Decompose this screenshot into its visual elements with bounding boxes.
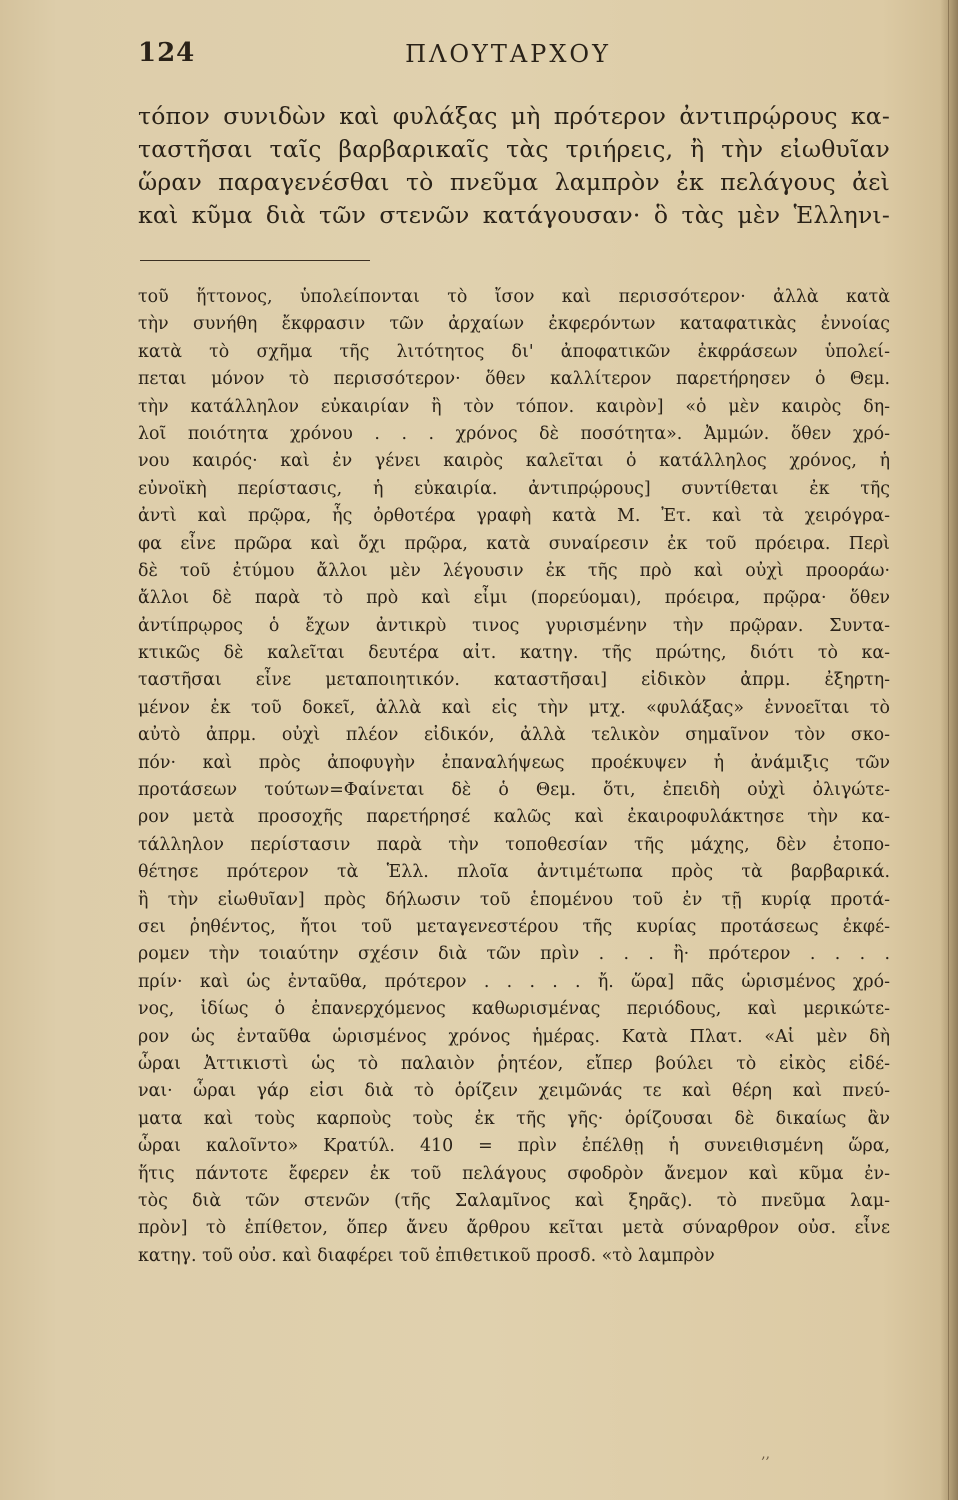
page-number: 124 (138, 38, 196, 68)
running-title: ΠΛΟΥΤΑΡΧΟΥ (405, 40, 611, 68)
note-line: λοῖ ποιότητα χρόνου . . . χρόνος δὲ ποσότητα». Ἀμμών. ὅθεν χρό- (138, 423, 890, 444)
note-line: ρον ὡς ἐνταῦθα ὡρισμένος χρόνος ἡμέρας. Κατὰ Πλατ. «Αἱ μὲν δὴ (138, 1026, 890, 1047)
bottom-mark: ‚‚ (761, 1446, 770, 1462)
note-line: κτικῶς δὲ καλεῖται δευτέρα αἰτ. κατηγ. τῆς πρώτης, διότι τὸ κα- (138, 643, 890, 664)
note-line: τὴν συνήθη ἔκφρασιν τῶν ἀρχαίων ἐκφερόντων καταφατικὰς ἐννοίας (138, 314, 890, 335)
note-line: ὧραι Ἀττικιστὶ ὡς τὸ παλαιὸν ῥητέον, εἴπερ βούλει τὸ εἰκὸς εἰδέ- (138, 1053, 890, 1074)
note-line: πεται μόνον τὸ περισσότερον· ὅθεν καλλίτερον παρετήρησεν ὁ Θεμ. (138, 369, 890, 390)
note-line: ἀντίπρῳρος ὁ ἔχων ἀντικρὺ τινος γυρισμένην τὴν πρῷραν. Συντα- (138, 615, 890, 636)
note-line: δὲ τοῦ ἐτύμου ἄλλοι μὲν λέγουσιν ἐκ τῆς πρὸ καὶ οὐχὶ προοράω· (138, 560, 890, 581)
note-line: πόν· καὶ πρὸς ἀποφυγὴν ἐπαναλήψεως προέκυψεν ἡ ἀνάμιξις τῶν (138, 752, 890, 773)
note-line: σει ῥηθέντος, ἤτοι τοῦ μεταγενεστέρου τῆς κυρίας προτάσεως ἐκφέ- (138, 916, 890, 937)
note-line: νος, ἰδίως ὁ ἐπανερχόμενος καθωρισμένας περιόδους, καὶ μερικώτε- (138, 999, 890, 1020)
note-line: πρὸν] τὸ ἐπίθετον, ὅπερ ἄνευ ἄρθρου κεῖται μετὰ σύναρθρον οὐσ. εἶνε (138, 1218, 890, 1239)
note-line: αὐτὸ ἀπρμ. οὐχὶ πλέον εἰδικόν, ἀλλὰ τελικὸν σημαῖνον τὸν σκο- (138, 725, 890, 746)
main-text-block (138, 100, 890, 232)
note-line: φα εἶνε πρῶρα καὶ ὄχι πρῷρα, κατὰ συναίρεσιν ἐκ τοῦ πρόειρα. Περὶ (138, 533, 890, 554)
note-line: ναι· ὧραι γάρ εἰσι διὰ τὸ ὁρίζειν χειμῶνάς τε καὶ θέρη καὶ πνεύ- (138, 1081, 890, 1102)
note-line: τάλληλον περίστασιν παρὰ τὴν τοποθεσίαν τῆς μάχης, δὲν ἐτοπο- (138, 834, 890, 855)
note-line: εὐνοϊκὴ περίστασις, ἡ εὐκαιρία. ἀντιπρῴρους] συντίθεται ἐκ τῆς (138, 478, 890, 499)
note-line: ρον μετὰ προσοχῆς παρετήρησέ καλῶς καὶ ἐκαιροφυλάκτησε τὴν κα- (138, 807, 890, 828)
footnote-separator-rule (140, 260, 370, 261)
note-line: θέτησε πρότερον τὰ Ἑλλ. πλοῖα ἀντιμέτωπα πρὸς τὰ βαρβαρικά. (138, 862, 890, 883)
main-text-line: τόπον συνιδὼν καὶ φυλάξας μὴ πρότερον ἀντιπρῴρους κα- (138, 102, 890, 130)
note-line: τὸς διὰ τῶν στενῶν (τῆς Σαλαμῖνος καὶ ξηρᾶς). τὸ πνεῦμα λαμ- (138, 1190, 890, 1211)
note-line: ματα καὶ τοὺς καρποὺς τοὺς ἐκ τῆς γῆς· ὁρίζουσαι δὲ δικαίως ἂν (138, 1108, 890, 1129)
main-text-line: ὥραν παραγενέσθαι τὸ πνεῦμα λαμπρὸν ἐκ πελάγους ἀεὶ (138, 168, 890, 196)
commentary-notes-block (138, 284, 890, 1270)
note-line: ἢ τὴν εἰωθυῖαν] πρὸς δήλωσιν τοῦ ἑπομένου τοῦ ἐν τῇ κυρίᾳ προτά- (138, 889, 890, 910)
note-line: κατηγ. τοῦ οὐσ. καὶ διαφέρει τοῦ ἐπιθετικοῦ προσδ. «τὸ λαμπρὸν (138, 1245, 715, 1266)
page-header (138, 38, 878, 78)
note-line: ρομεν τὴν τοιαύτην σχέσιν διὰ τῶν πρὶν . . . ἢ· πρότερον . . . . (138, 944, 890, 965)
note-line: ἀντὶ καὶ πρῷρα, ἧς ὀρθοτέρα γραφὴ κατὰ Μ. Ἐτ. καὶ τὰ χειρόγρα- (138, 506, 890, 527)
note-line: προτάσεων τούτων=Φαίνεται δὲ ὁ Θεμ. ὅτι, ἐπειδὴ οὐχὶ ὀλιγώτε- (138, 780, 890, 801)
note-line: νου καιρός· καὶ ἐν γένει καιρὸς καλεῖται ὁ κατάλληλος χρόνος, ἡ (138, 451, 890, 472)
note-line: πρίν· καὶ ὡς ἐνταῦθα, πρότερον . . . . . ἤ. ὥρα] πᾶς ὡρισμένος χρό- (138, 971, 890, 992)
main-text-line: ταστῆσαι ταῖς βαρβαρικαῖς τὰς τριήρεις, ἢ τὴν εἰωθυῖαν (138, 135, 890, 163)
note-line: κατὰ τὸ σχῆμα τῆς λιτότητος δι' ἀποφατικῶν ἐκφράσεων ὑπολεί- (138, 341, 890, 362)
note-line: ταστῆσαι εἶνε μεταποιητικόν. καταστῆσαι] εἰδικὸν ἀπρμ. ἐξηρτη- (138, 670, 890, 691)
note-line: μένον ἐκ τοῦ δοκεῖ, ἀλλὰ καὶ εἰς τὴν μτχ. «φυλάξας» ἐννοεῖται τὸ (138, 697, 890, 718)
note-line: τοῦ ἥττονος, ὑπολείπονται τὸ ἴσον καὶ περισσότερον· ἀλλὰ κατὰ (138, 287, 890, 307)
note-line: ἄλλοι δὲ παρὰ τὸ πρὸ καὶ εἶμι (πορεύομαι), πρόειρα, πρῷρα· ὅθεν (138, 588, 890, 609)
page-edge-line (948, 0, 949, 1500)
page-gutter-shadow (940, 0, 958, 1500)
note-line: τὴν κατάλληλον εὐκαιρίαν ἢ τὸν τόπον. καιρὸν] «ὁ μὲν καιρὸς δη- (138, 396, 890, 417)
main-text-line: καὶ κῦμα διὰ τῶν στενῶν κατάγουσαν· ὃ τὰς μὲν Ἑλληνι- (138, 201, 890, 229)
note-line: ἥτις πάντοτε ἔφερεν ἐκ τοῦ πελάγους σφοδρὸν ἄνεμον καὶ κῦμα ἐν- (138, 1163, 890, 1184)
note-line: ὧραι καλοῖντο» Κρατύλ. 410 = πρὶν ἐπέλθῃ ἡ συνειθισμένη ὥρα, (138, 1136, 890, 1157)
